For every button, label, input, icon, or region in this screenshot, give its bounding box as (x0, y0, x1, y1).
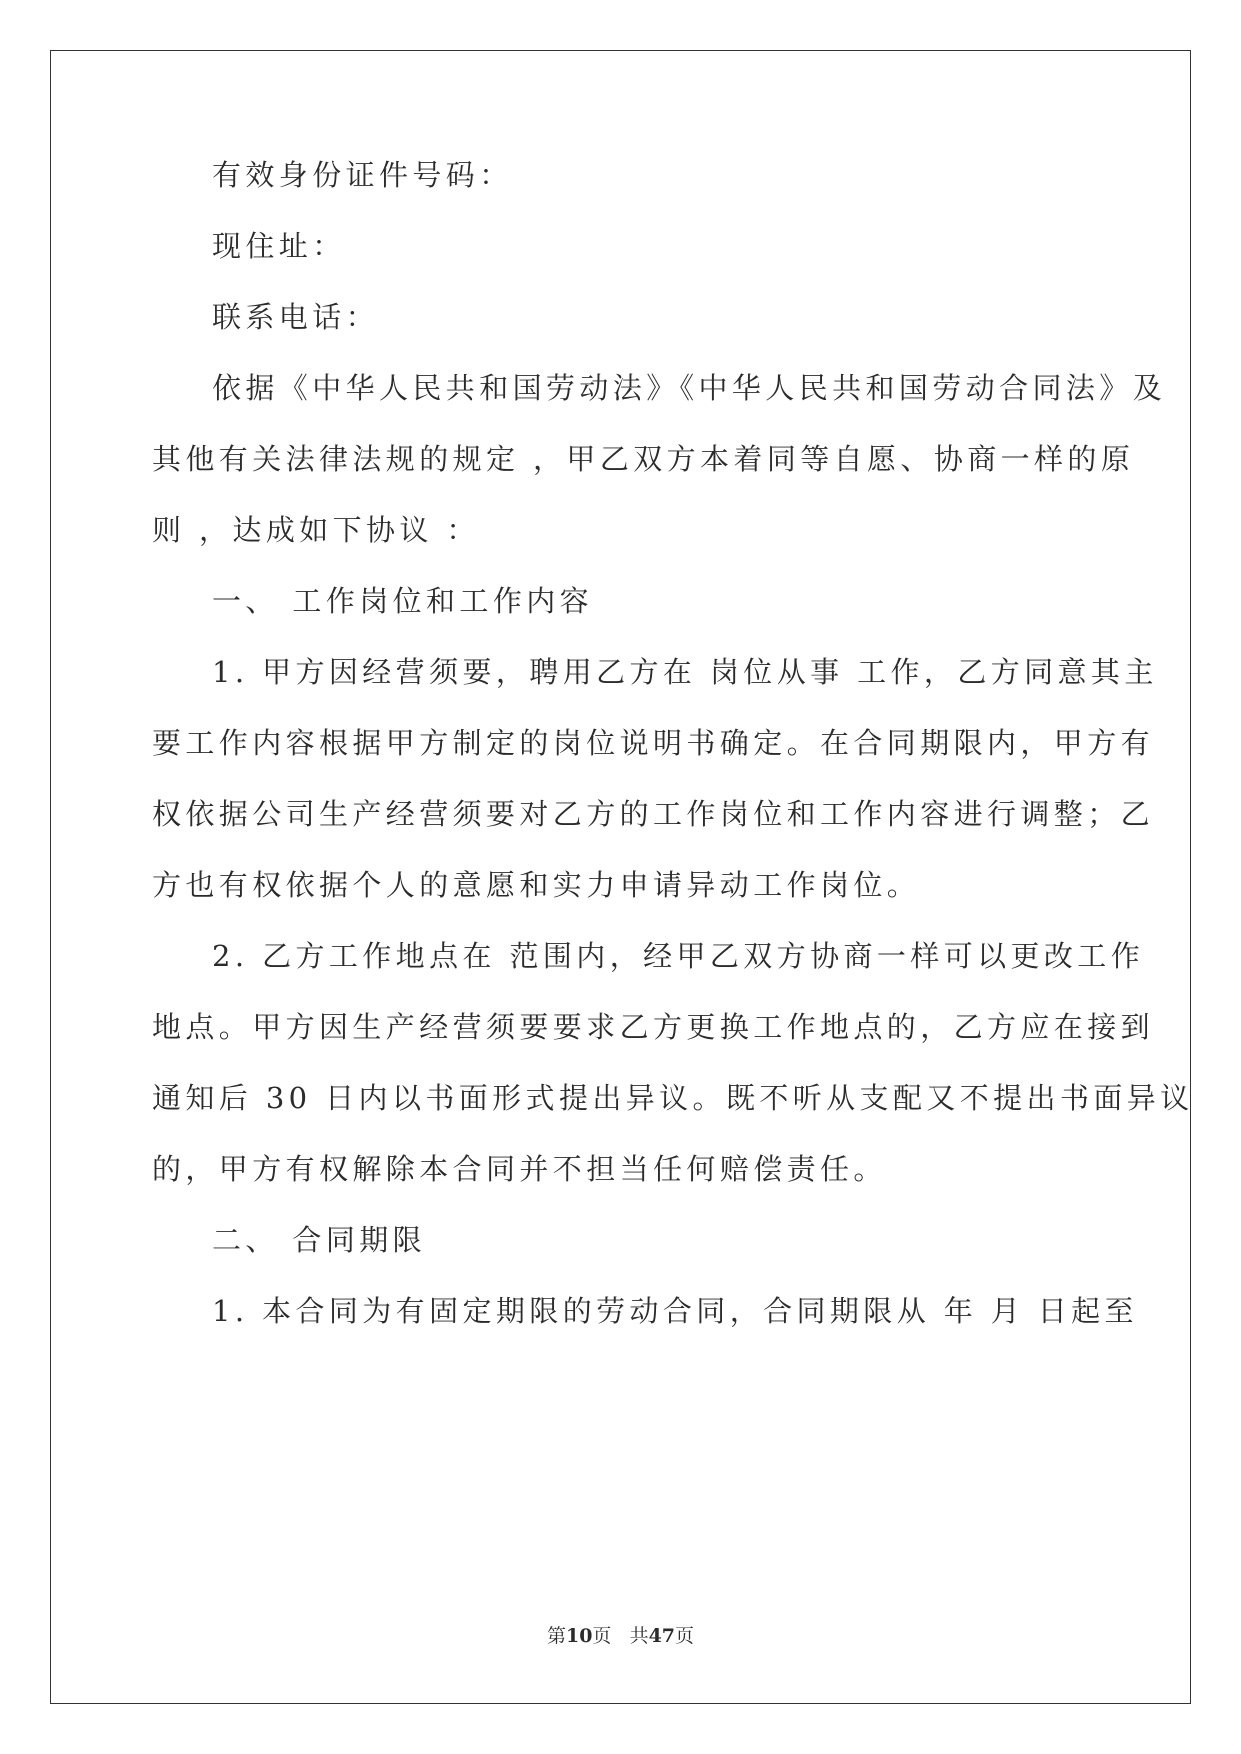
page-number: 10 (565, 1625, 593, 1647)
clause-1-2-line-4: 的，甲方有权解除本合同并不担当任何赔偿责任。 (152, 1152, 887, 1186)
preamble-line-3: 则 ，达成如下协议 ： (152, 513, 480, 547)
section-heading-2: 二、 合同期限 (212, 1223, 427, 1257)
page-suffix: 页 (592, 1625, 612, 1647)
clause-1-2-line-1: 2. 乙方工作地点在 范围内，经甲乙双方协商一样可以更改工作 (212, 939, 1145, 973)
total-pages: 47 (648, 1625, 676, 1647)
total-prefix: 共 (629, 1625, 649, 1647)
address-label: 现住址： (212, 229, 346, 263)
clause-1-1-line-4: 方也有权依据个人的意愿和实力申请异动工作岗位。 (152, 868, 921, 902)
clause-1-1-line-3: 权依据公司生产经营须要对乙方的工作岗位和工作内容进行调整；乙 (152, 797, 1155, 831)
section-heading-1: 一、 工作岗位和工作内容 (212, 584, 594, 618)
clause-1-1-line-1: 1. 甲方因经营须要，聘用乙方在 岗位从事 工作，乙方同意其主 (212, 655, 1158, 689)
page-prefix: 第 (546, 1625, 566, 1647)
preamble-line-2: 其他有关法律法规的规定 ，甲乙双方本着同等自愿、协商一样的原 (152, 442, 1135, 476)
total-suffix: 页 (675, 1625, 695, 1647)
clause-1-2-line-2: 地点。甲方因生产经营须要要求乙方更换工作地点的，乙方应在接到 (152, 1010, 1155, 1044)
phone-label: 联系电话： (212, 300, 380, 334)
preamble-line-1: 依据《中华人民共和国劳动法》《中华人民共和国劳动合同法》及 (212, 371, 1167, 405)
id-number-label: 有效身份证件号码： (212, 158, 513, 192)
clause-1-1-line-2: 要工作内容根据甲方制定的岗位说明书确定。在合同期限内，甲方有 (152, 726, 1155, 760)
clause-1-2-line-3: 通知后 30 日内以书面形式提出异议。既不听从支配又不提出书面异议 (152, 1081, 1194, 1115)
page-footer (0, 1623, 1241, 1649)
clause-2-1-line-1: 1. 本合同为有固定期限的劳动合同，合同期限从 年 月 日起至 (212, 1294, 1138, 1328)
